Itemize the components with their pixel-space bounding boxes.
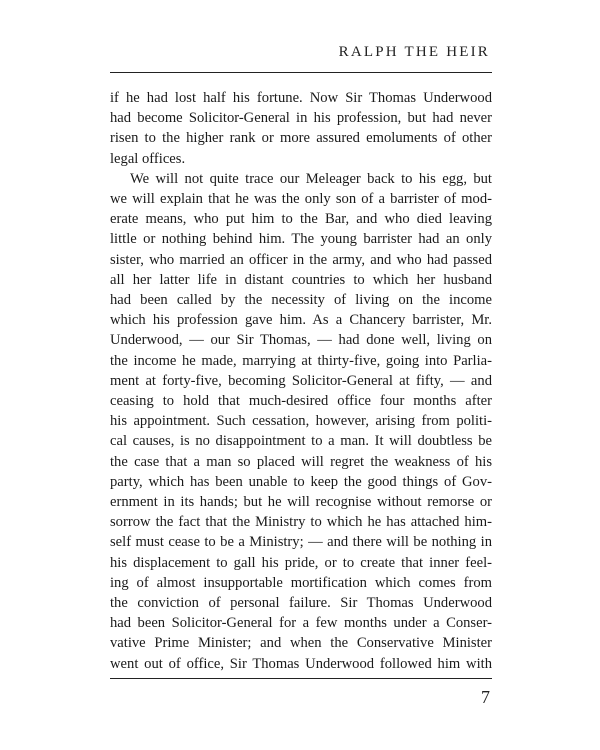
text-line: if he had lost half his fortune. Now Sir Thomas Underwood (110, 90, 492, 106)
text-line: little or nothing behind him. The young barrister had an only (110, 231, 492, 248)
text-line: went out of office, Sir Thomas Underwood followed him with (110, 655, 492, 672)
running-head: RALPH THE HEIR (338, 44, 490, 60)
text-line: the case that a man so placed will regret the weakness of his (110, 453, 492, 470)
text-line: Underwood, — our Sir Thomas, — had done well, living on (110, 332, 492, 349)
text-line: his displacement to gall his pride, or to create that inner feel- (110, 554, 492, 571)
text-line: the conviction of personal failure. Sir Thomas Underwood (110, 595, 492, 612)
text-line: risen to the higher rank or more assured emoluments of other (110, 130, 492, 147)
text-line: ceasing to hold that much-desired office four months after (110, 393, 492, 410)
body-text (110, 88, 492, 674)
text-line: legal offices. (110, 150, 186, 167)
text-line: all her latter life in distant countries to which her husband (110, 271, 492, 288)
text-line: sorrow the fact that the Ministry to which he has attached him- (110, 514, 492, 531)
text-line: We will not quite trace our Meleager back to his egg, but (130, 170, 492, 187)
text-line: had become Solicitor-General in his profession, but had never (110, 110, 492, 127)
text-line: cal causes, is no disappointment to a man. It will doubtless be (110, 433, 492, 450)
text-line: erate means, who put him to the Bar, and who died leaving (110, 211, 492, 228)
header-rule (110, 72, 492, 73)
text-line: sister, who married an officer in the army, and who had passed (110, 251, 492, 268)
text-line: had been Solicitor-General for a few months under a Conser- (110, 615, 492, 632)
text-line: vative Prime Minister; and when the Conservative Minister (110, 635, 492, 652)
text-line: his appointment. Such cessation, however, arising from politi- (110, 413, 492, 430)
text-line: ment at forty-five, becoming Solicitor-General at fifty, — and (110, 372, 492, 389)
text-line: which his profession gave him. As a Chancery barrister, Mr. (110, 312, 492, 329)
text-line: we will explain that he was the only son of a barrister of mod- (110, 191, 492, 208)
paragraph (110, 169, 492, 674)
footer-rule (110, 678, 492, 679)
text-line: self must cease to be a Ministry; — and there will be nothing in (110, 534, 492, 551)
text-line: ernment in its hands; but he will recognise without remorse or (110, 494, 492, 511)
text-line: party, which has been unable to keep the good things of Gov- (110, 473, 492, 490)
text-line: ing of almost insupportable mortification which comes from (110, 574, 492, 591)
text-line: the income he made, marrying at thirty-five, going into Parlia- (110, 352, 492, 369)
paragraph (110, 88, 492, 169)
text-line: had been called by the necessity of living on the income (110, 292, 492, 309)
page-number: 7 (481, 687, 490, 707)
